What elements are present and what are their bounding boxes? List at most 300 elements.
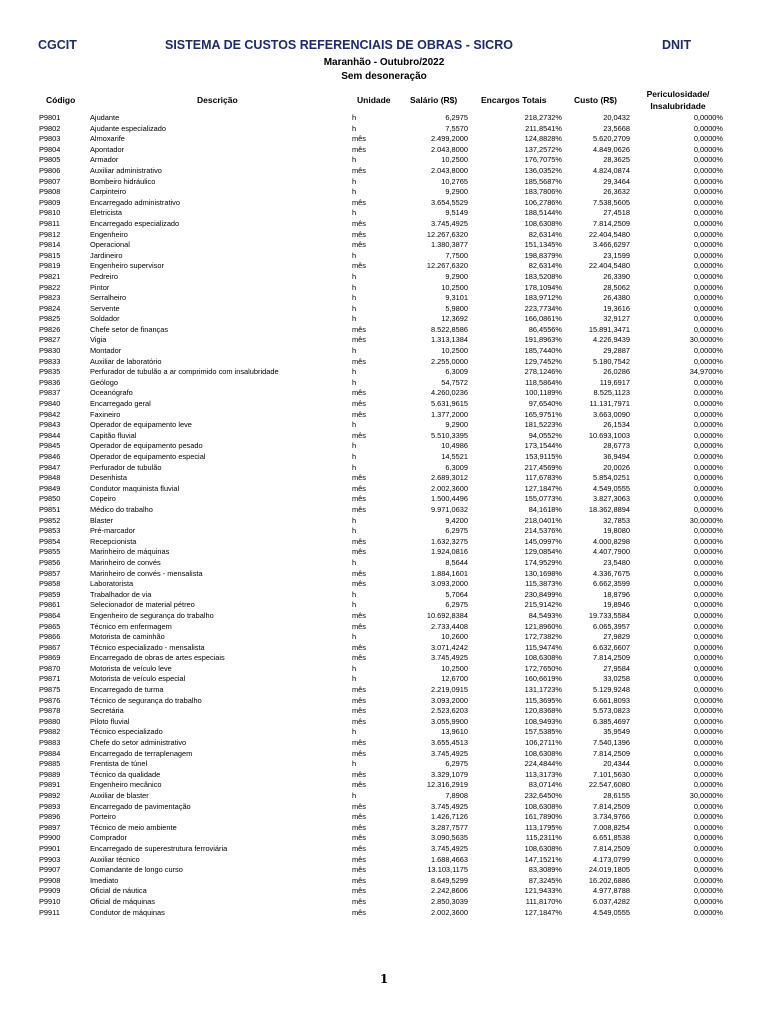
cell-codigo: P9835	[39, 367, 61, 377]
cell-salario: 12,3692	[441, 314, 468, 324]
table-row	[0, 325, 768, 336]
cell-salario: 1.688,4663	[431, 854, 468, 864]
cell-descricao: Eletricista	[90, 208, 123, 218]
cell-codigo: P9889	[39, 769, 61, 779]
cell-salario: 13,9610	[441, 727, 468, 737]
cell-codigo: P9871	[39, 674, 61, 684]
cell-codigo: P9861	[39, 600, 61, 610]
table-row	[0, 622, 768, 633]
cell-periculosidade: 0,0000%	[693, 229, 723, 239]
cell-codigo: P9843	[39, 420, 61, 430]
cell-codigo: P9896	[39, 812, 61, 822]
cell-periculosidade: 0,0000%	[693, 674, 723, 684]
cell-codigo: P9821	[39, 271, 61, 281]
cell-salario: 6,2975	[445, 759, 468, 769]
table-row	[0, 749, 768, 760]
cell-periculosidade: 0,0000%	[693, 833, 723, 843]
cell-custo: 26,3390	[603, 271, 630, 281]
table-row	[0, 272, 768, 283]
cell-unidade: mês	[352, 504, 366, 514]
cell-periculosidade: 0,0000%	[693, 240, 723, 250]
cell-periculosidade: 0,0000%	[693, 504, 723, 514]
cell-encargos: 121,8960%	[524, 621, 562, 631]
cell-codigo: P9805	[39, 155, 61, 165]
table-row	[0, 886, 768, 897]
cell-unidade: h	[352, 155, 357, 165]
cell-unidade: mês	[352, 780, 366, 790]
cell-descricao: Bombeiro hidráulico	[90, 176, 156, 186]
cell-salario: 2.043,8000	[431, 144, 468, 154]
cell-custo: 4.549,0555	[593, 483, 630, 493]
cell-unidade: h	[352, 367, 357, 377]
cell-custo: 26,1534	[603, 420, 630, 430]
cell-encargos: 278,1246%	[524, 367, 562, 377]
cell-descricao: Operacional	[90, 240, 130, 250]
table-row	[0, 823, 768, 834]
cell-periculosidade: 0,0000%	[693, 483, 723, 493]
cell-encargos: 115,3695%	[525, 695, 562, 705]
column-header-encargos: Encargos Totais	[481, 95, 547, 105]
table-row	[0, 505, 768, 516]
cell-periculosidade: 0,0000%	[693, 738, 723, 748]
cell-descricao: Operador de equipamento pesado	[90, 441, 203, 451]
cell-encargos: 172,7382%	[524, 632, 562, 642]
table-row	[0, 674, 768, 685]
cell-unidade: mês	[352, 568, 366, 578]
cell-unidade: mês	[352, 430, 366, 440]
cell-descricao: Encarregado geral	[90, 399, 151, 409]
cell-encargos: 129,0854%	[524, 547, 562, 557]
cell-descricao: Laboratorista	[90, 579, 134, 589]
table-row	[0, 219, 768, 230]
cell-encargos: 218,2732%	[524, 113, 562, 122]
cell-descricao: Engenheiro supervisor	[90, 261, 164, 271]
cell-unidade: h	[352, 377, 357, 387]
cell-periculosidade: 0,0000%	[693, 144, 723, 154]
cell-periculosidade: 0,0000%	[693, 589, 723, 599]
cell-unidade: h	[352, 589, 357, 599]
cell-descricao: Médico do trabalho	[90, 504, 153, 514]
cell-descricao: Técnico especializado - mensalista	[90, 642, 205, 652]
cell-periculosidade: 0,0000%	[693, 420, 723, 430]
cell-codigo: P9827	[39, 335, 61, 345]
cell-descricao: Faxineiro	[90, 409, 121, 419]
table-row	[0, 145, 768, 156]
cell-custo: 7.814,2509	[593, 801, 630, 811]
cell-custo: 28,5062	[603, 282, 630, 292]
cell-codigo: P9840	[39, 399, 61, 409]
cell-periculosidade: 0,0000%	[693, 293, 723, 303]
cell-periculosidade: 0,0000%	[693, 759, 723, 769]
cell-encargos: 115,3873%	[525, 579, 562, 589]
cell-encargos: 145,0997%	[524, 536, 562, 546]
cell-salario: 3.329,1079	[431, 769, 468, 779]
cell-unidade: h	[352, 303, 357, 313]
cell-custo: 5.620,2709	[593, 134, 630, 144]
cell-salario: 1.884,1601	[431, 568, 468, 578]
table-row	[0, 293, 768, 304]
cell-descricao: Serralheiro	[90, 293, 127, 303]
cell-descricao: Ajudante	[90, 113, 120, 122]
table-row	[0, 113, 768, 124]
cell-unidade: h	[352, 282, 357, 292]
cell-descricao: Encarregado de pavimentação	[90, 801, 191, 811]
table-row	[0, 897, 768, 908]
cell-codigo: P9824	[39, 303, 61, 313]
table-row	[0, 812, 768, 823]
cell-salario: 4.260,0236	[431, 388, 468, 398]
cell-periculosidade: 0,0000%	[693, 187, 723, 197]
cell-encargos: 151,1345%	[524, 240, 562, 250]
cell-periculosidade: 0,0000%	[693, 399, 723, 409]
cell-periculosidade: 0,0000%	[693, 642, 723, 652]
cell-unidade: mês	[352, 165, 366, 175]
cell-custo: 7.540,1396	[593, 738, 630, 748]
cell-salario: 8,5644	[445, 557, 468, 567]
cell-codigo: P9842	[39, 409, 61, 419]
cell-custo: 11.131,7971	[589, 399, 630, 409]
cell-periculosidade: 0,0000%	[693, 600, 723, 610]
cell-custo: 3.663,0090	[593, 409, 630, 419]
cell-salario: 8.522,8586	[431, 324, 468, 334]
cell-descricao: Operador de equipamento especial	[90, 452, 206, 461]
cell-encargos: 157,5385%	[524, 727, 562, 737]
cell-codigo: P9897	[39, 822, 61, 832]
cell-codigo: P9849	[39, 483, 61, 493]
cell-custo: 19.733,5584	[588, 610, 630, 620]
cell-encargos: 191,8963%	[524, 335, 562, 345]
cell-descricao: Marinheiro de convés	[90, 557, 161, 567]
table-row	[0, 335, 768, 346]
cell-custo: 20,4344	[603, 759, 630, 769]
cell-descricao: Geólogo	[90, 377, 118, 387]
cell-salario: 2.499,2000	[431, 134, 468, 144]
cell-unidade: mês	[352, 865, 366, 875]
cell-periculosidade: 0,0000%	[693, 812, 723, 822]
cell-descricao: Engenheiro	[90, 229, 128, 239]
table-row	[0, 855, 768, 866]
cell-descricao: Apontador	[90, 144, 125, 154]
table-row	[0, 240, 768, 251]
cell-salario: 9,2900	[445, 271, 468, 281]
cell-custo: 4.226,9439	[593, 335, 630, 345]
cell-custo: 7.538,5605	[593, 197, 630, 207]
cell-unidade: h	[352, 176, 357, 186]
cell-custo: 3.827,3063	[593, 494, 630, 504]
cell-descricao: Capitão fluvial	[90, 430, 137, 440]
cell-periculosidade: 0,0000%	[693, 526, 723, 536]
cell-periculosidade: 0,0000%	[693, 452, 723, 461]
cell-unidade: h	[352, 420, 357, 430]
cell-periculosidade: 0,0000%	[693, 801, 723, 811]
cell-salario: 14,5521	[441, 452, 468, 461]
cell-encargos: 185,5687%	[524, 176, 562, 186]
page-number: 1	[379, 972, 389, 986]
cell-custo: 5.129,9248	[593, 685, 630, 695]
cell-encargos: 183,9712%	[524, 293, 562, 303]
table-row	[0, 558, 768, 569]
cell-salario: 2.043,8000	[431, 165, 468, 175]
cell-unidade: h	[352, 314, 357, 324]
cell-unidade: mês	[352, 716, 366, 726]
cell-descricao: Técnico de meio ambiente	[90, 822, 177, 832]
cell-descricao: Porteiro	[90, 812, 116, 822]
cell-encargos: 232,6450%	[524, 791, 562, 800]
cell-codigo: P9847	[39, 462, 61, 472]
cell-custo: 4.824,0874	[593, 165, 630, 175]
cell-unidade: mês	[352, 399, 366, 409]
table-row	[0, 357, 768, 368]
cell-descricao: Soldador	[90, 314, 120, 324]
cell-periculosidade: 0,0000%	[693, 769, 723, 779]
cell-encargos: 178,1094%	[524, 282, 562, 292]
table-row	[0, 304, 768, 315]
cell-unidade: mês	[352, 356, 366, 366]
cell-codigo: P9815	[39, 250, 61, 260]
cell-periculosidade: 30,0000%	[689, 515, 723, 525]
cell-descricao: Condutor maquinista fluvial	[90, 483, 180, 493]
cell-encargos: 113,3173%	[525, 769, 562, 779]
table-body	[0, 113, 768, 918]
cell-codigo: P9804	[39, 144, 61, 154]
cell-unidade: h	[352, 452, 357, 461]
cell-codigo: P9845	[39, 441, 61, 451]
cell-salario: 10,2765	[441, 176, 468, 186]
cell-descricao: Chefe setor de finanças	[90, 324, 169, 334]
column-header-periculosidade: Periculosidade/ Insalubridade	[646, 89, 710, 111]
cell-encargos: 211,8541%	[525, 123, 562, 133]
cell-codigo: P9884	[39, 748, 61, 758]
cell-custo: 23,5480	[603, 557, 630, 567]
cell-custo: 7.814,2509	[593, 748, 630, 758]
cell-custo: 19,8080	[603, 526, 630, 536]
cell-descricao: Armador	[90, 155, 119, 165]
cell-codigo: P9833	[39, 356, 61, 366]
cell-custo: 24.019,1805	[588, 865, 630, 875]
cell-codigo: P9883	[39, 738, 61, 748]
cell-descricao: Motorista de caminhão	[90, 632, 165, 642]
table-row	[0, 526, 768, 537]
cell-salario: 5,7064	[445, 589, 468, 599]
cell-periculosidade: 0,0000%	[693, 896, 723, 906]
cell-custo: 5.854,0251	[593, 473, 630, 483]
cell-codigo: P9801	[39, 113, 61, 122]
cell-unidade: h	[352, 674, 357, 684]
cell-periculosidade: 0,0000%	[693, 875, 723, 885]
cell-encargos: 120,8368%	[524, 706, 562, 716]
cell-codigo: P9852	[39, 515, 61, 525]
cell-encargos: 130,1698%	[524, 568, 562, 578]
cell-unidade: mês	[352, 685, 366, 695]
cell-custo: 28,6155	[603, 791, 630, 800]
cell-descricao: Encarregado de terraplenagem	[90, 748, 193, 758]
cell-custo: 32,7853	[603, 515, 630, 525]
cell-unidade: mês	[352, 409, 366, 419]
cell-unidade: mês	[352, 706, 366, 716]
cell-codigo: P9809	[39, 197, 61, 207]
cell-custo: 6.661,8093	[593, 695, 630, 705]
cell-salario: 3.745,4925	[431, 843, 468, 853]
cell-codigo: P9803	[39, 134, 61, 144]
cell-custo: 4.849,0626	[593, 144, 630, 154]
cell-encargos: 214,5376%	[524, 526, 562, 536]
cell-encargos: 97,6540%	[528, 399, 562, 409]
table-row	[0, 844, 768, 855]
cell-salario: 2.002,3600	[431, 483, 468, 493]
cell-salario: 12.267,6320	[426, 229, 468, 239]
cell-encargos: 82,6314%	[528, 229, 562, 239]
cell-codigo: P9808	[39, 187, 61, 197]
cell-custo: 5.180,7542	[593, 356, 630, 366]
table-row	[0, 367, 768, 378]
cell-encargos: 174,9529%	[524, 557, 562, 567]
cell-descricao: Perfurador de tubulão a ar comprimido com insalubridade	[90, 367, 279, 377]
cell-codigo: P9892	[39, 791, 61, 800]
cell-encargos: 137,2572%	[524, 144, 562, 154]
cell-codigo: P9856	[39, 557, 61, 567]
table-row	[0, 494, 768, 505]
cell-salario: 3.071,4242	[431, 642, 468, 652]
cell-salario: 9,3101	[445, 293, 468, 303]
cell-codigo: P9806	[39, 165, 61, 175]
cell-encargos: 83,3089%	[528, 865, 562, 875]
table-row	[0, 632, 768, 643]
cell-encargos: 84,1618%	[528, 504, 562, 514]
cell-custo: 4.000,8298	[593, 536, 630, 546]
cell-unidade: h	[352, 791, 357, 800]
cell-periculosidade: 0,0000%	[693, 155, 723, 165]
cell-descricao: Técnico em enfermagem	[90, 621, 172, 631]
cell-periculosidade: 0,0000%	[693, 356, 723, 366]
cell-salario: 2.242,8606	[431, 886, 468, 896]
cell-encargos: 83,0714%	[528, 780, 562, 790]
cell-descricao: Recepcionista	[90, 536, 137, 546]
cell-encargos: 113,1795%	[525, 822, 562, 832]
cell-encargos: 94,0552%	[528, 430, 562, 440]
cell-periculosidade: 0,0000%	[693, 865, 723, 875]
cell-custo: 7.008,8254	[593, 822, 630, 832]
cell-custo: 23,1599	[603, 250, 630, 260]
cell-custo: 10.693,1003	[588, 430, 630, 440]
cell-descricao: Almoxarife	[90, 134, 125, 144]
cell-unidade: h	[352, 557, 357, 567]
cell-descricao: Ajudante especializado	[90, 123, 167, 133]
cell-custo: 6.065,3957	[593, 621, 630, 631]
table-row	[0, 473, 768, 484]
cell-salario: 7,7500	[445, 250, 468, 260]
cell-descricao: Desenhista	[90, 473, 127, 483]
cell-unidade: h	[352, 727, 357, 737]
table-row	[0, 706, 768, 717]
cell-encargos: 223,7734%	[524, 303, 562, 313]
cell-periculosidade: 0,0000%	[693, 113, 723, 122]
cell-salario: 1.632,3275	[431, 536, 468, 546]
cell-codigo: P9911	[39, 907, 60, 917]
cell-custo: 4.173,0799	[593, 854, 630, 864]
cell-descricao: Auxiliar de laboratório	[90, 356, 162, 366]
cell-custo: 4.336,7675	[593, 568, 630, 578]
cell-periculosidade: 0,0000%	[693, 579, 723, 589]
cell-descricao: Marinheiro de convés - mensalista	[90, 568, 203, 578]
cell-descricao: Marinheiro de máquinas	[90, 547, 170, 557]
cell-periculosidade: 0,0000%	[693, 314, 723, 324]
cell-encargos: 198,8379%	[524, 250, 562, 260]
cell-periculosidade: 0,0000%	[693, 685, 723, 695]
table-row	[0, 388, 768, 399]
cell-codigo: P9908	[39, 875, 61, 885]
cell-encargos: 111,8170%	[525, 896, 562, 906]
cell-salario: 1.380,3877	[431, 240, 468, 250]
cell-encargos: 176,7075%	[524, 155, 562, 165]
cell-descricao: Blaster	[90, 515, 114, 525]
cell-codigo: P9858	[39, 579, 61, 589]
column-header-unidade: Unidade	[357, 95, 391, 105]
cell-codigo: P9802	[39, 123, 61, 133]
cell-descricao: Oceanógrafo	[90, 388, 133, 398]
cell-codigo: P9822	[39, 282, 61, 292]
table-row	[0, 410, 768, 421]
table-row	[0, 685, 768, 696]
cell-periculosidade: 0,0000%	[693, 706, 723, 716]
cell-periculosidade: 0,0000%	[693, 822, 723, 832]
cell-descricao: Auxiliar técnico	[90, 854, 140, 864]
cell-unidade: mês	[352, 695, 366, 705]
cell-descricao: Pedreiro	[90, 271, 118, 281]
header-title: SISTEMA DE CUSTOS REFERENCIAIS DE OBRAS - SICRO	[165, 38, 513, 52]
cell-custo: 28,3625	[603, 155, 630, 165]
cell-periculosidade: 0,0000%	[693, 430, 723, 440]
table-row	[0, 452, 768, 463]
cell-salario: 2.850,3039	[431, 896, 468, 906]
cell-descricao: Trabalhador de via	[90, 589, 152, 599]
cell-custo: 6.037,4282	[593, 896, 630, 906]
cell-codigo: P9859	[39, 589, 61, 599]
cell-encargos: 136,0352%	[524, 165, 562, 175]
cell-encargos: 161,7890%	[524, 812, 562, 822]
cell-periculosidade: 0,0000%	[693, 568, 723, 578]
cell-descricao: Engenheiro mecânico	[90, 780, 162, 790]
cell-custo: 7.814,2509	[593, 843, 630, 853]
cell-salario: 5.631,9615	[431, 399, 468, 409]
cell-salario: 54,7572	[441, 377, 468, 387]
cell-encargos: 108,6308%	[524, 748, 562, 758]
cell-periculosidade: 0,0000%	[693, 250, 723, 260]
cell-periculosidade: 0,0000%	[693, 324, 723, 334]
cell-custo: 19,3616	[603, 303, 630, 313]
cell-descricao: Carpinteiro	[90, 187, 127, 197]
table-row	[0, 664, 768, 675]
table-row	[0, 780, 768, 791]
cell-encargos: 224,4844%	[524, 759, 562, 769]
cell-descricao: Encarregado de superestrutura ferroviária	[90, 843, 228, 853]
cell-salario: 6,2975	[445, 526, 468, 536]
cell-encargos: 183,5208%	[524, 271, 562, 281]
cell-custo: 22.404,5480	[588, 229, 630, 239]
cell-unidade: mês	[352, 144, 366, 154]
cell-salario: 12.267,6320	[426, 261, 468, 271]
cell-unidade: h	[352, 462, 357, 472]
cell-custo: 4.407,7900	[593, 547, 630, 557]
cell-encargos: 108,6308%	[524, 843, 562, 853]
cell-unidade: mês	[352, 907, 366, 917]
cell-encargos: 115,9474%	[525, 642, 562, 652]
cell-unidade: h	[352, 663, 357, 673]
cell-custo: 26,3632	[603, 187, 630, 197]
cell-unidade: h	[352, 632, 357, 642]
cell-encargos: 129,7452%	[524, 356, 562, 366]
cell-unidade: mês	[352, 886, 366, 896]
table-row	[0, 346, 768, 357]
